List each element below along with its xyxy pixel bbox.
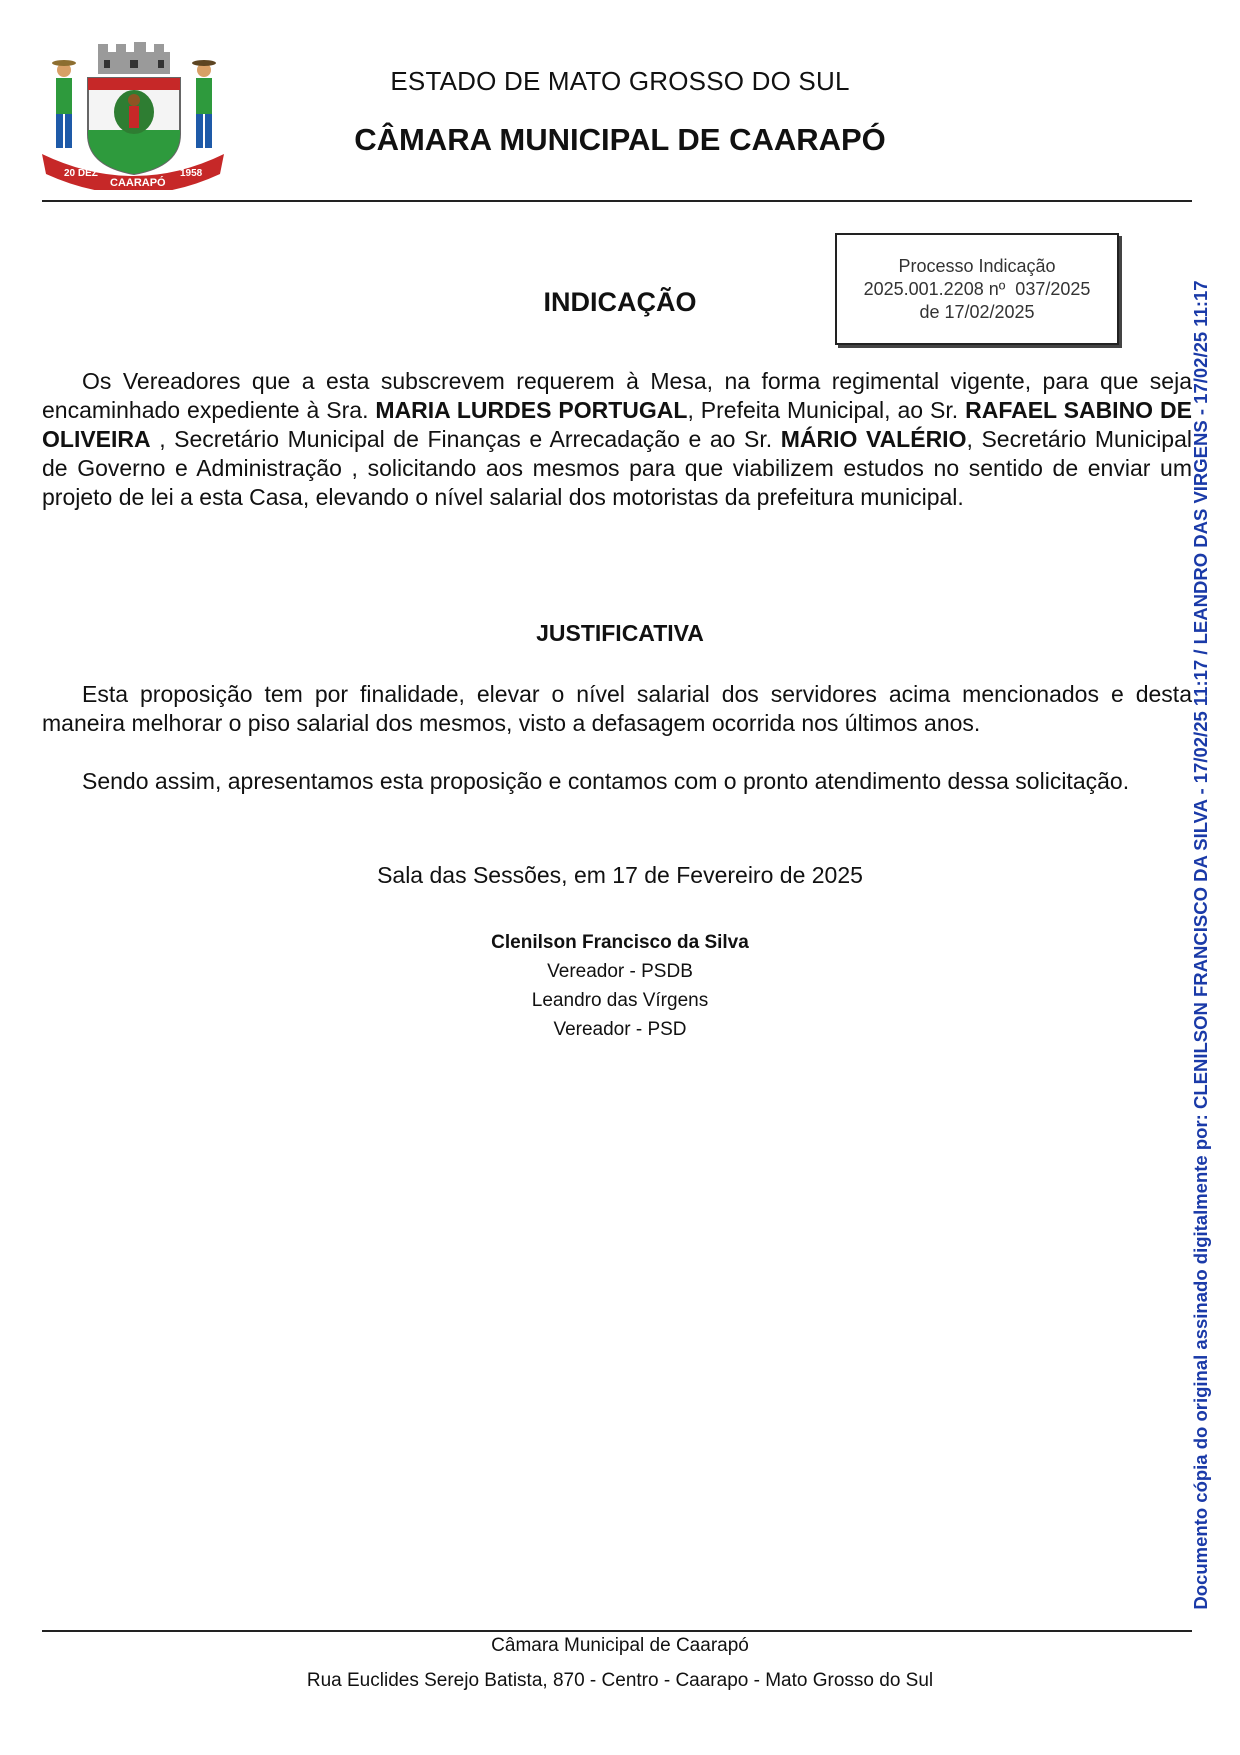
footer-institution: Câmara Municipal de Caarapó — [491, 1635, 749, 1656]
ribbon-center-text: CAARAPÓ — [110, 177, 166, 189]
justification-paragraph-1 — [42, 680, 1192, 738]
header-divider — [42, 200, 1192, 202]
signer-1-name: Clenilson Francisco da Silva — [491, 932, 749, 953]
process-stamp — [835, 233, 1119, 345]
stamp-line-3: de 17/02/2025 — [919, 301, 1035, 322]
justification-paragraph-2 — [42, 767, 1192, 796]
stamp-line-1: Processo Indicação — [898, 255, 1056, 276]
footer-divider — [42, 1630, 1192, 1632]
para-text-1: Os Vereadores que a esta subscrevem requerem à Mesa, na forma regimental vigente, para que seja encaminhado expediente à Sra. — [42, 368, 1192, 423]
coat-of-arms-logo — [38, 38, 228, 190]
ribbon-left-text: 20 DEZ — [64, 168, 98, 179]
ribbon-right-text: 1958 — [180, 168, 203, 179]
justification-text-1: Esta proposição tem por finalidade, elevar o nível salarial dos servidores acima mencionados e desta maneira melhorar o piso salarial dos mesmos, visto a defasagem ocorrida nos últimos anos. — [42, 681, 1192, 736]
signer-1-role: Vereador - PSDB — [547, 961, 693, 982]
chamber-name: CÂMARA MUNICIPAL DE CAARAPÓ — [354, 122, 886, 157]
footer-address: Rua Euclides Serejo Batista, 870 - Centro - Caarapo - Mato Grosso do Sul — [306, 1670, 934, 1691]
para-text-3: , Secretário Municipal de Finanças e Arrecadação e ao Sr. — [150, 426, 781, 452]
para-bold-government-secretary: MÁRIO VALÉRIO — [780, 426, 967, 452]
justification-text-2: Sendo assim, apresentamos esta proposição e contamos com o pronto atendimento dessa solicitação. — [82, 768, 1130, 794]
para-bold-finance-secretary: RAFAEL SABINO DE OLIVEIRA — [42, 397, 1192, 452]
para-text-2: , Prefeita Municipal, ao Sr. — [687, 397, 966, 423]
justification-title: JUSTIFICATIVA — [536, 620, 704, 646]
state-name: ESTADO DE MATO GROSSO DO SUL — [390, 66, 850, 96]
para-text-4: , Secretário Municipal de Governo e Administração , solicitando aos mesmos para que viabilizem estudos no sentido de enviar um projeto de lei a esta Casa, elevando o nível salarial dos motoristas da prefeitura municipal. — [42, 426, 1192, 510]
document-title: INDICAÇÃO — [543, 287, 697, 317]
signers-block — [420, 928, 820, 1044]
stamp-line-2: 2025.001.2208 nº 037/2025 — [863, 278, 1091, 299]
indication-paragraph — [42, 367, 1192, 512]
session-line: Sala das Sessões, em 17 de Fevereiro de 2025 — [377, 862, 863, 888]
signer-2-name: Leandro das Vírgens — [531, 990, 709, 1011]
digital-signature-note: Documento cópia do original assinado digitalmente por: CLENILSON FRANCISCO DA SILVA - 17/02/25 11:17 / LEANDRO DAS VIRGENS - 17/02/25 11:17 — [1190, 280, 1211, 1610]
signer-2-role: Vereador - PSD — [553, 1019, 687, 1040]
para-bold-mayor: MARIA LURDES PORTUGAL — [375, 397, 688, 423]
